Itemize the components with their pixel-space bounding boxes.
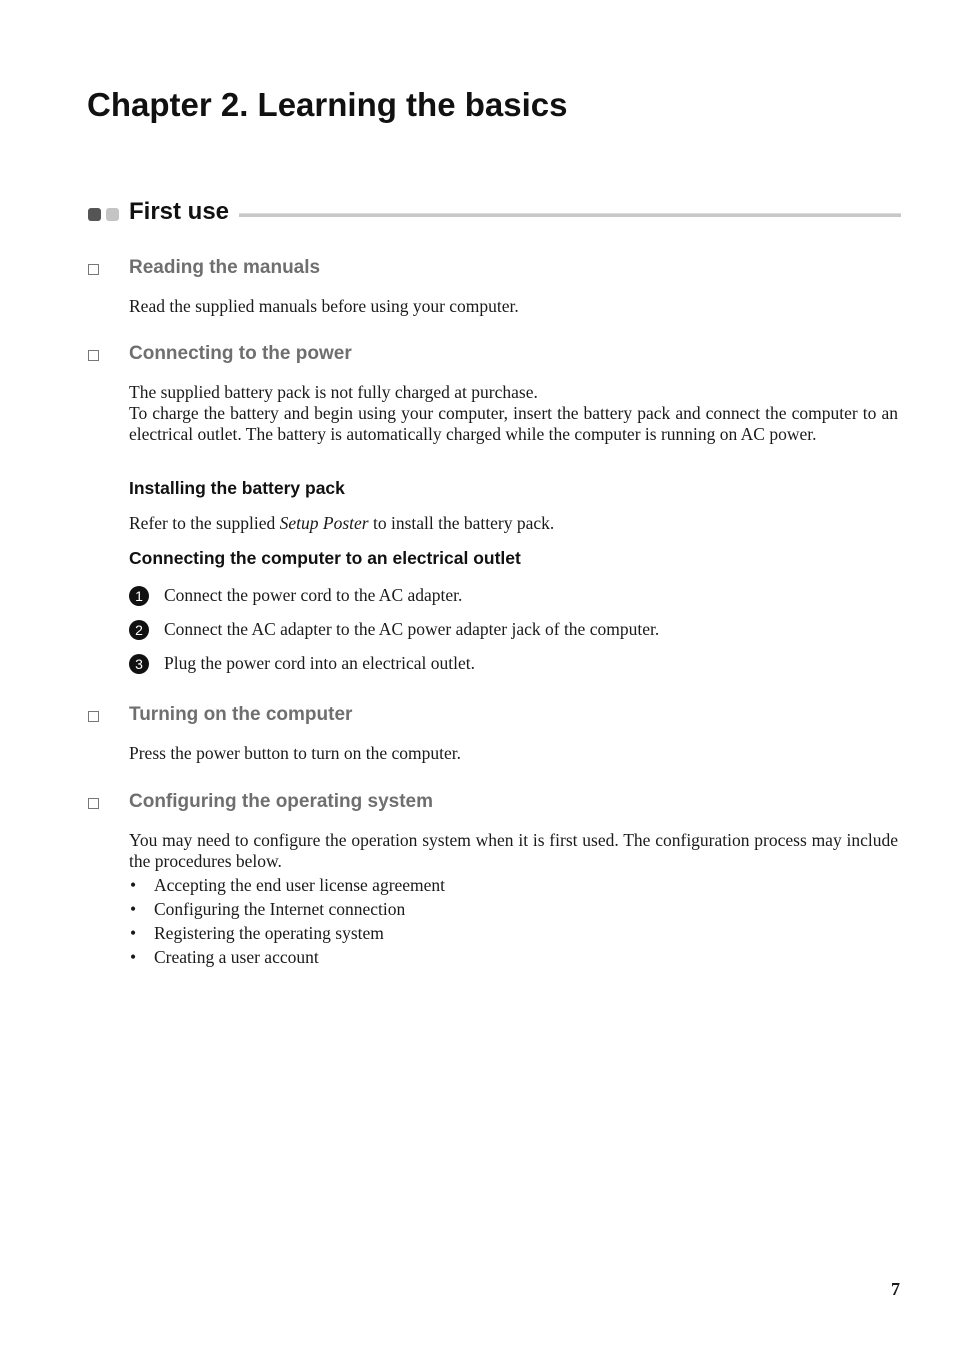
step-text: Connect the power cord to the AC adapter.	[164, 585, 463, 605]
section-marker-light-icon	[106, 208, 119, 221]
step-text: Plug the power cord into an electrical outlet.	[164, 653, 476, 673]
chapter-title: Chapter 2. Learning the basics	[87, 86, 568, 123]
page-number: 7	[891, 1279, 900, 1299]
square-bullet-icon	[88, 264, 99, 275]
list-item: Creating a user account	[154, 947, 319, 967]
step-number-icon: 3	[129, 654, 149, 674]
list-item: Configuring the Internet connection	[154, 899, 406, 919]
square-bullet-icon	[88, 350, 99, 361]
section-header	[87, 198, 901, 230]
step-text: Connect the AC adapter to the AC power adapter jack of the computer.	[164, 619, 660, 639]
topic-heading: Connecting to the power	[129, 343, 352, 364]
battery-text-before: Refer to the supplied	[129, 513, 280, 533]
topic-body: Read the supplied manuals before using your computer.	[129, 296, 519, 316]
list-item: Registering the operating system	[154, 923, 384, 943]
list-item: Accepting the end user license agreement	[154, 875, 446, 895]
list-bullet-icon: •	[130, 947, 137, 967]
step-number-icon: 2	[129, 620, 149, 640]
step-number-icon: 1	[129, 586, 149, 606]
list-bullet-icon: •	[130, 875, 137, 895]
list-bullet-icon: •	[130, 899, 137, 919]
topic-body-paragraph: You may need to configure the operation system when it is first used. The configuration process may include the procedures below.	[129, 830, 898, 871]
topic-body: Press the power button to turn on the computer.	[129, 743, 461, 763]
section-marker-dark-icon	[88, 208, 101, 221]
section-rule	[239, 213, 901, 217]
topic-heading: Reading the manuals	[129, 257, 321, 278]
section-title: First use	[129, 198, 230, 225]
setup-poster-ref: Setup Poster	[279, 513, 369, 533]
battery-instruction	[129, 513, 898, 534]
list-bullet-icon: •	[130, 923, 137, 943]
outlet-heading: Connecting the computer to an electrical outlet	[129, 548, 521, 568]
topic-body-line: The supplied battery pack is not fully charged at purchase.	[129, 382, 538, 402]
topic-body-paragraph: To charge the battery and begin using your computer, insert the battery pack and connect the computer to an electrical outlet. The battery is automatically charged while the computer is running on AC power.	[129, 403, 898, 444]
battery-text-after: to install the battery pack.	[368, 513, 555, 533]
topic-heading: Turning on the computer	[129, 704, 353, 725]
battery-heading: Installing the battery pack	[129, 478, 345, 498]
square-bullet-icon	[88, 798, 99, 809]
square-bullet-icon	[88, 711, 99, 722]
topic-heading: Configuring the operating system	[129, 791, 434, 812]
